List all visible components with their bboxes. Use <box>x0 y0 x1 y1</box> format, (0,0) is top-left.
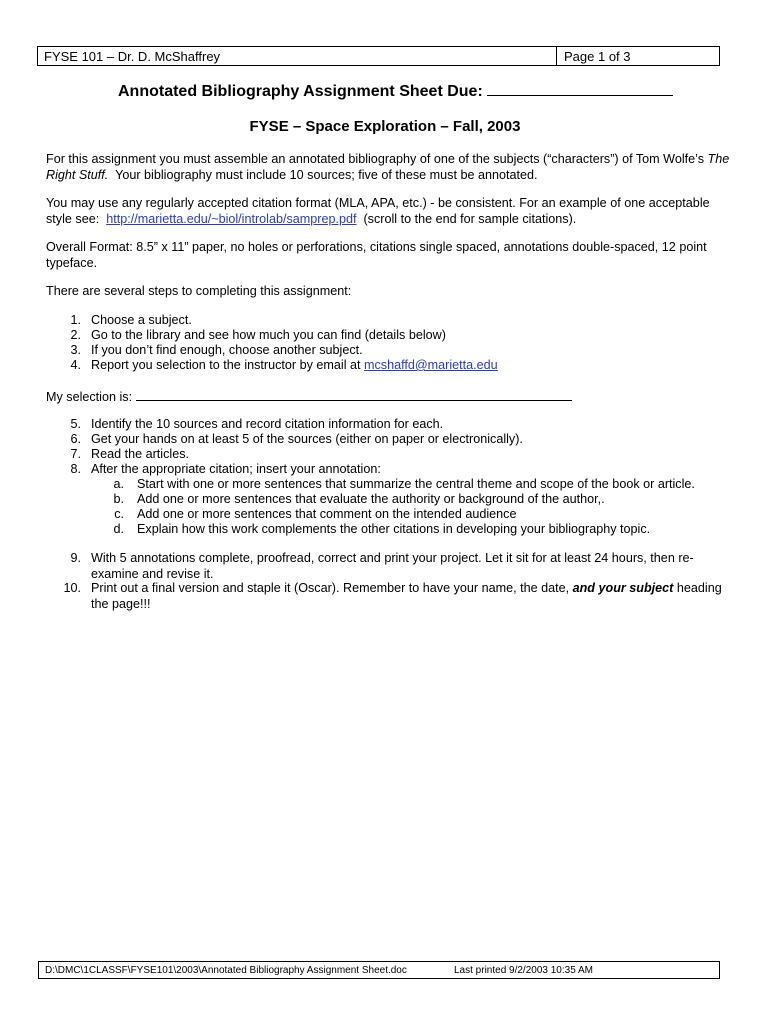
intro-text: For this assignment you must assemble an annotated bibliography of one of the subjects (“characters”) of Tom Wolfe’s <box>46 152 705 166</box>
list-number: 5. <box>70 417 81 431</box>
sub-list-text: Explain how this work complements the other citations in developing your bibliography topic. <box>137 522 651 536</box>
steps-intro: There are several steps to completing this assignment: <box>46 284 352 298</box>
list-text: After the appropriate citation; insert your annotation: <box>91 462 381 476</box>
list-text: If you don’t find enough, choose another subject. <box>91 343 363 357</box>
sub-list-text: Add one or more sentences that evaluate the authority or background of the author,. <box>137 492 605 506</box>
due-date-blank <box>487 80 673 96</box>
sub-list-letter: a. <box>113 477 124 491</box>
list-number: 6. <box>70 432 81 446</box>
list-text <box>91 581 731 612</box>
list-number: 1. <box>70 313 81 327</box>
list-text: Get your hands on at least 5 of the sources (either on paper or electronically). <box>91 432 523 446</box>
list-text: With 5 annotations complete, proofread, correct and print your project. Let it sit for at least 24 hours, then re-examine and revise it. <box>91 551 694 581</box>
list-number: 10. <box>63 581 81 595</box>
footer-last-printed: Last printed 9/2/2003 10:35 AM <box>454 964 593 976</box>
instructor-email-link[interactable]: mcshaffd@marietta.edu <box>364 358 498 372</box>
header-course: FYSE 101 – Dr. D. McShaffrey <box>44 48 221 64</box>
book-title: The Right Stuff. <box>46 152 730 182</box>
selection-label: My selection is: <box>46 390 133 404</box>
list-text: Choose a subject. <box>91 313 192 327</box>
selection-field <box>46 387 736 405</box>
list-text: Identify the 10 sources and record citation information for each. <box>91 417 444 431</box>
list-text-end: heading the page!!! <box>91 581 722 611</box>
format-paragraph: Overall Format: 8.5” x 11” paper, no holes or perforations, citations single spaced, annotations double-spaced, 12 point typeface. <box>46 240 707 270</box>
sub-list-letter: b. <box>113 492 124 506</box>
footer-file-path: D:\DMC\1CLASSF\FYSE101\2003\Annotated Bibliography Assignment Sheet.doc <box>45 964 407 976</box>
list-text-main: Print out a final version and staple it (Oscar). Remember to have your name, the date, <box>91 581 570 595</box>
selection-blank <box>136 387 572 401</box>
intro-text-2: Your bibliography must include 10 sources; five of these must be annotated. <box>115 168 538 182</box>
sample-citation-link[interactable]: http://marietta.edu/~biol/introlab/samprep.pdf <box>106 212 357 226</box>
list-text: Go to the library and see how much you can find (details below) <box>91 328 446 342</box>
list-text-main: Report you selection to the instructor by email at <box>91 358 361 372</box>
citation-paragraph <box>46 195 736 227</box>
sub-list-letter: d. <box>113 522 124 536</box>
citation-text-2: (scroll to the end for sample citations). <box>363 212 577 226</box>
sub-list-text: Start with one or more sentences that summarize the central theme and scope of the book or article. <box>137 477 695 491</box>
header-page-number: Page 1 of 3 <box>556 47 719 65</box>
title-text: Annotated Bibliography Assignment Sheet Due: <box>118 83 483 100</box>
citation-text: You may use any regularly accepted citation format (MLA, APA, etc.) - be consistent. For an example of one acceptable style see: <box>46 196 710 226</box>
list-number: 9. <box>70 551 81 565</box>
list-number: 2. <box>70 328 81 342</box>
list-text: Read the articles. <box>91 447 190 461</box>
sub-list-letter: c. <box>114 507 124 521</box>
emphasis-text: and your subject <box>572 581 674 595</box>
list-text <box>91 358 731 374</box>
list-number: 8. <box>70 462 81 476</box>
sub-list-text: Add one or more sentences that comment on the intended audience <box>137 507 517 521</box>
list-number: 7. <box>70 447 81 461</box>
page-title <box>118 80 673 101</box>
list-number: 3. <box>70 343 81 357</box>
page-footer <box>38 961 720 979</box>
page-subtitle: FYSE – Space Exploration – Fall, 2003 <box>249 118 521 135</box>
list-number: 4. <box>70 358 81 372</box>
intro-paragraph <box>46 151 736 183</box>
page-header <box>37 46 720 66</box>
